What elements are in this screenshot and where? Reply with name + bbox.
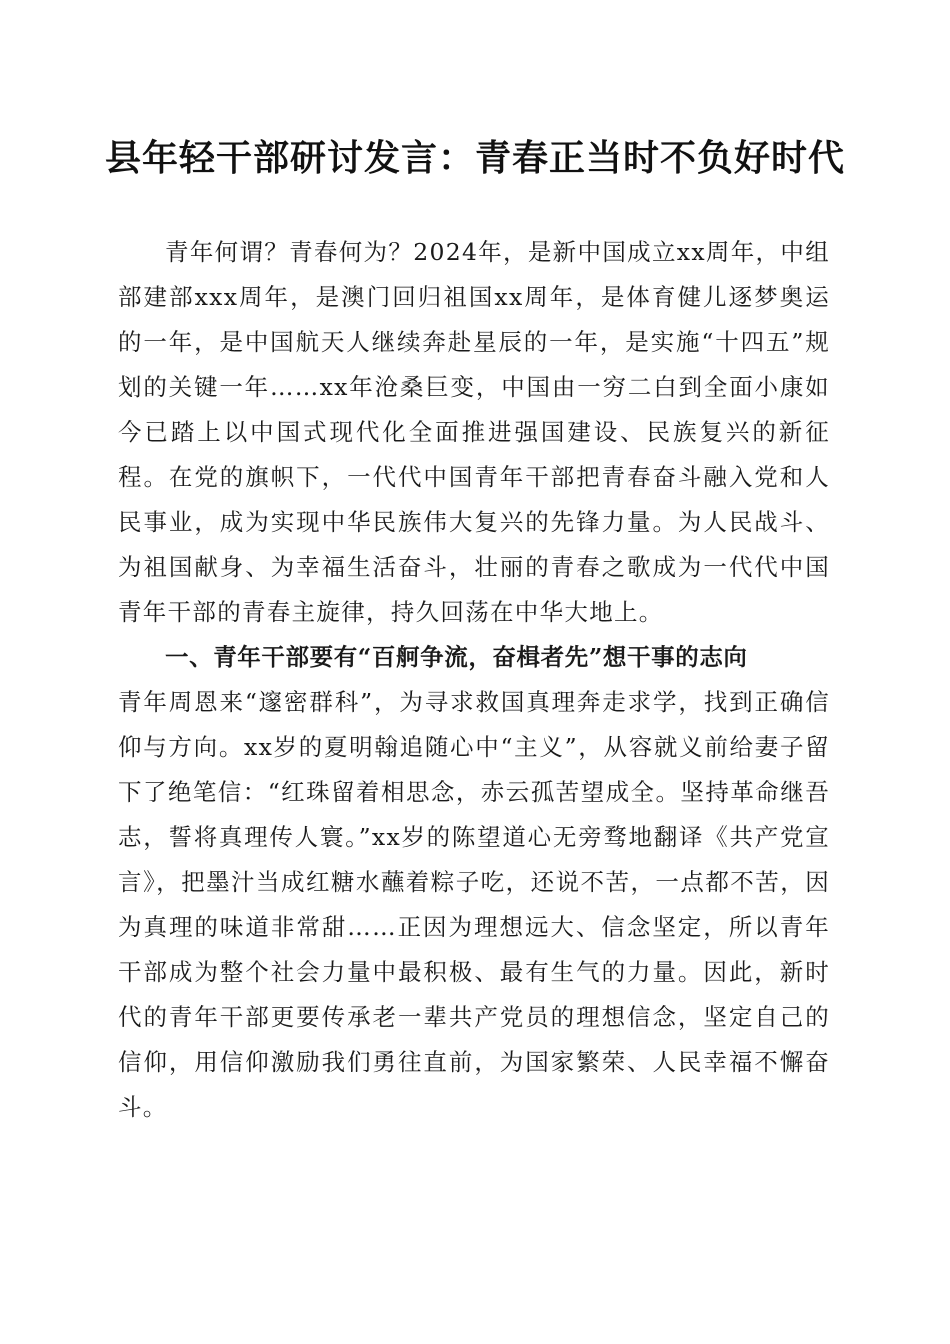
document-body [118, 230, 830, 1130]
document-title: 县年轻干部研讨发言：青春正当时不负好时代 [104, 137, 845, 179]
section-1-paragraph: 青年周恩来“邃密群科”，为寻求救国真理奔走求学，找到正确信仰与方向。xx岁的夏明翰追随心中“主义”，从容就义前给妻子留下了绝笔信：“红珠留着相思念，赤云孤苦望成全。坚持革命继吾志，誓将真理传人寰。”xx岁的陈望道心无旁骛地翻译《共产党宣言》，把墨汁当成红糖水蘸着粽子吃，还说不苦，一点都不苦，因为真理的味道非常甜……正因为理想远大、信念坚定，所以青年干部成为整个社会力量中最积极、最有生气的力量。因此，新时代的青年干部更要传承老一辈共产党员的理想信念，坚定自己的信仰，用信仰激励我们勇往直前，为国家繁荣、人民幸福不懈奋斗。 [118, 688, 830, 1121]
section-1-heading: 一、青年干部要有“百舸争流，奋楫者先”想干事的志向 [165, 643, 748, 671]
intro-paragraph: 青年何谓？青春何为？2024年，是新中国成立xx周年，中组部建部xxx周年，是澳门回归祖国xx周年，是体育健儿逐梦奥运的一年，是中国航天人继续奔赴星辰的一年，是实施“十四五”规划的关键一年……xx年沧桑巨变，中国由一穷二白到全面小康如今已踏上以中国式现代化全面推进强国建设、民族复兴的新征程。在党的旗帜下，一代代中国青年干部把青春奋斗融入党和人民事业，成为实现中华民族伟大复兴的先锋力量。为人民战斗、为祖国献身、为幸福生活奋斗，壮丽的青春之歌成为一代代中国青年干部的青春主旋律，持久回荡在中华大地上。 [118, 238, 830, 626]
